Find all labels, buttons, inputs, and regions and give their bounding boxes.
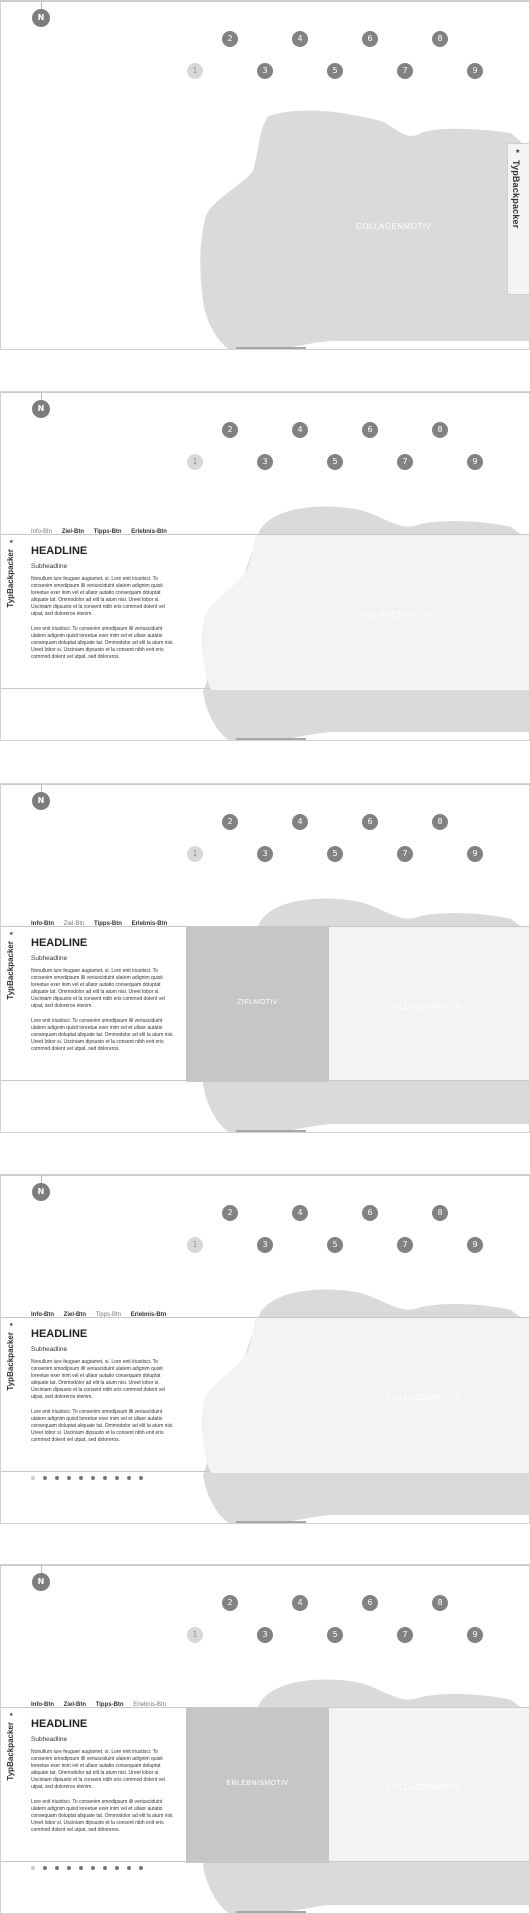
step-7[interactable]: 7 [397, 1237, 413, 1253]
tab-info[interactable]: Info-Btn [31, 1312, 54, 1318]
step-4[interactable]: 4 [292, 422, 308, 438]
experience-motif-image [186, 1708, 329, 1863]
step-8[interactable]: 8 [432, 814, 448, 830]
star-icon: ★ [9, 931, 14, 937]
wireframe-frame-5 [0, 1564, 530, 1914]
side-tab[interactable] [507, 143, 529, 295]
paragraph: Nonullum iure feugaer augiamet, si. Lore enit iriustisci. To consenim smodipsum illi veriusciduint ulatem adignim quisit loreetue exer inim vel et ullaor autatio consequam doluptat aliquate tat. Ommodolor ad elit la atum nisi. Ureet lobor si. Usciniam dipsusto et la consent nibh eris commod dolent vel utpat, sed doloreros elenim. [31, 1749, 165, 1790]
headline: HEADLINE [31, 545, 88, 557]
body-text [31, 1359, 176, 1452]
step-7[interactable]: 7 [397, 63, 413, 79]
vertical-brand: TypBackpacker [6, 1722, 15, 1781]
north-badge[interactable]: N [32, 1183, 50, 1201]
step-9[interactable]: 9 [467, 454, 483, 470]
step-2[interactable]: 2 [222, 422, 238, 438]
pagination-dot[interactable] [139, 1476, 143, 1480]
pagination-dot[interactable] [67, 1866, 71, 1870]
tab-erlebnis[interactable]: Erlebnis-Btn [130, 1312, 167, 1318]
subheadline: Subheadline [31, 563, 68, 570]
star-icon: ★ [9, 1322, 14, 1328]
star-icon: ★ [515, 149, 521, 155]
step-6[interactable]: 6 [362, 422, 378, 438]
step-8[interactable]: 8 [432, 31, 448, 47]
step-6[interactable]: 6 [362, 1205, 378, 1221]
step-9[interactable]: 9 [467, 846, 483, 862]
motif-label: ERLEBNISMOTIV [226, 1780, 289, 1787]
pagination-dots [31, 1857, 151, 1875]
tab-ziel[interactable]: Ziel-Btn [63, 1312, 87, 1318]
vertical-brand: TypBackpacker [6, 549, 15, 608]
body-text [31, 576, 176, 669]
paragraph: Nonullum iure feugaer augiamet, si. Lore enit iriustisci. To consenim smodipsum illi veriusciduint ulatem adignim quisit loreetue exer inim vel et ullaor autatio consequam doluptat aliquate tat. Ommodolor ad elit la atum nisi. Ureet lobor si. Usciniam dipsusto et la consent nibh eris commod dolent vel utpat, sed doloreros elenim. [31, 968, 165, 1009]
paragraph: Lore enit iriustisci. To consenim smodipsum illi veriusciduint ulatem adignim quisit loreetue exer inim vel et ullaor autatio consequam doluptat aliquate tat. Ommodolor ad elit la atum nisi. Ureet lobor si. Usciniam dipsusto et la consent nibh enit eris commod dolent vel utpat, sed doloreros. [31, 1799, 174, 1833]
north-badge[interactable]: N [32, 1573, 50, 1591]
pagination-dots [31, 1467, 151, 1485]
motif-label: ZIELMOTIV [237, 999, 278, 1006]
pagination-dot[interactable] [103, 1866, 107, 1870]
step-8[interactable]: 8 [432, 422, 448, 438]
step-5[interactable]: 5 [327, 1627, 343, 1643]
collage-label: COLLAGENMOTIV [386, 1002, 462, 1011]
step-5[interactable]: 5 [327, 454, 343, 470]
subheadline: Subheadline [31, 1346, 68, 1353]
step-3[interactable]: 3 [257, 1237, 273, 1253]
north-badge[interactable]: N [32, 400, 50, 418]
collage-label: COLLAGENMOTIV [386, 1393, 462, 1402]
pagination-dot[interactable] [127, 1866, 131, 1870]
pagination-dot[interactable] [79, 1476, 83, 1480]
headline: HEADLINE [31, 937, 88, 949]
pagination-dot[interactable] [115, 1866, 119, 1870]
step-4[interactable]: 4 [292, 31, 308, 47]
step-8[interactable]: 8 [432, 1205, 448, 1221]
pagination-dot[interactable] [79, 1866, 83, 1870]
paragraph: Lore enit iriustisci. To consenim smodipsum illi veriusciduint ulatem adignim quisit loreetue exer inim vel et ullaor autatio consequam doluptat aliquate tat. Ommodolor ad elit la atum nisi. Ureet lobor si. Usciniam dipsusto et la consent nibh enit eris commod dolent vel utpat, sed doloreros. [31, 626, 174, 660]
subheadline: Subheadline [31, 955, 68, 962]
tab-erlebnis[interactable]: Erlebnis-Btn [131, 529, 167, 535]
north-badge[interactable]: N [32, 792, 50, 810]
step-7[interactable]: 7 [397, 846, 413, 862]
scroll-indicator [236, 1911, 306, 1913]
step-4[interactable]: 4 [292, 1595, 308, 1611]
step-9[interactable]: 9 [467, 1627, 483, 1643]
step-5[interactable]: 5 [327, 846, 343, 862]
step-3[interactable]: 3 [257, 454, 273, 470]
pagination-dot[interactable] [115, 1476, 119, 1480]
tab-tipps[interactable]: Tipps-Btn [94, 921, 122, 927]
pagination-dot[interactable] [55, 1476, 59, 1480]
wireframe-frame-3 [0, 783, 530, 1133]
wireframe-frame-4 [0, 1174, 530, 1524]
paragraph: Nonullum iure feugaer augiamet, si. Lore enit iriustisci. To consenim smodipsum illi veriusciduint ulatem adignim quisit loreetue exer inim vel et ullaor autatio consequam doluptat aliquate tat. Ommodolor ad elit la atum nisi. Ureet lobor si. Usciniam dipsusto et la consent nibh eris commod dolent vel utpat, sed doloreros elenim. [31, 576, 165, 617]
pagination-dot[interactable] [67, 1476, 71, 1480]
step-9[interactable]: 9 [467, 63, 483, 79]
collage-label: COLLAGENMOTIV [386, 1783, 462, 1792]
tab-tipps[interactable]: Tipps-Btn [93, 529, 122, 535]
step-3[interactable]: 3 [257, 846, 273, 862]
step-6[interactable]: 6 [362, 814, 378, 830]
tab-ziel[interactable]: Ziel-Btn [63, 1702, 87, 1708]
pagination-dot[interactable] [127, 1476, 131, 1480]
step-1[interactable]: 1 [187, 63, 203, 79]
paragraph: Lore enit iriustisci. To consenim smodipsum illi veriusciduint ulatem adignim quisit loreetue exer inim vel et ullaor autatio consequam doluptat aliquate tat. Ommodolor ad elit la atum nisi. Ureet lobor si. Usciniam dipsusto et la consent nibh enit eris commod dolent vel utpat, sed doloreros. [31, 1409, 174, 1443]
tab-info[interactable]: Info-Btn [31, 921, 54, 927]
tab-erlebnis[interactable]: Erlebnis-Btn [133, 1702, 166, 1708]
step-4[interactable]: 4 [292, 814, 308, 830]
tab-info[interactable]: Info-Btn [31, 529, 53, 535]
scroll-indicator [236, 738, 306, 740]
scroll-indicator [236, 1521, 306, 1523]
side-tab-brand: TypBackpacker [511, 160, 521, 229]
collage-label: COLLAGENMOTIV [356, 222, 432, 231]
headline: HEADLINE [31, 1718, 88, 1730]
step-7[interactable]: 7 [397, 454, 413, 470]
step-3[interactable]: 3 [257, 63, 273, 79]
content-panel [1, 534, 530, 689]
subheadline: Subheadline [31, 1736, 68, 1743]
step-1[interactable]: 1 [187, 454, 203, 470]
tab-info[interactable]: Info-Btn [31, 1702, 54, 1708]
north-badge[interactable]: N [32, 9, 50, 27]
star-icon: ★ [9, 1712, 14, 1718]
step-1[interactable]: 1 [187, 1627, 203, 1643]
step-2[interactable]: 2 [222, 31, 238, 47]
content-panel [1, 1707, 530, 1862]
pagination-dot[interactable] [91, 1866, 95, 1870]
step-1[interactable]: 1 [187, 846, 203, 862]
pagination-dot[interactable] [31, 1476, 35, 1480]
step-6[interactable]: 6 [362, 31, 378, 47]
collage-blob [1, 1, 530, 350]
tab-ziel[interactable]: Ziel-Btn [63, 921, 85, 927]
step-8[interactable]: 8 [432, 1595, 448, 1611]
tab-ziel[interactable]: Ziel-Btn [61, 529, 85, 535]
headline: HEADLINE [31, 1328, 88, 1340]
pagination-dot[interactable] [43, 1476, 47, 1480]
step-7[interactable]: 7 [397, 1627, 413, 1643]
step-2[interactable]: 2 [222, 1205, 238, 1221]
pagination-dot[interactable] [43, 1866, 47, 1870]
pagination-dot[interactable] [55, 1866, 59, 1870]
pagination-dot[interactable] [103, 1476, 107, 1480]
paragraph: Lore enit iriustisci. To consenim smodipsum illi veriusciduint ulatem adignim quisit loreetue exer inim vel et ullaor autatio consequam doluptat aliquate tat. Ommodolor ad elit la atum nisi. Ureet lobor si. Usciniam dipsusto et la consent nibh enit eris commod dolent vel utpat, sed doloreros. [31, 1018, 174, 1052]
step-5[interactable]: 5 [327, 1237, 343, 1253]
tab-tipps[interactable]: Tipps-Btn [95, 1312, 122, 1318]
star-icon: ★ [9, 539, 14, 545]
content-panel [1, 1317, 530, 1472]
body-text [31, 1749, 176, 1842]
pagination-dot[interactable] [91, 1476, 95, 1480]
tab-erlebnis[interactable]: Erlebnis-Btn [131, 921, 168, 927]
wireframe-frame-2 [0, 391, 530, 741]
step-6[interactable]: 6 [362, 1595, 378, 1611]
pagination-dot[interactable] [139, 1866, 143, 1870]
scroll-indicator [236, 1130, 306, 1132]
vertical-brand: TypBackpacker [6, 941, 15, 1000]
collage-label: COLLAGENMOTIV [356, 610, 432, 619]
step-4[interactable]: 4 [292, 1205, 308, 1221]
step-2[interactable]: 2 [222, 814, 238, 830]
tab-tipps[interactable]: Tipps-Btn [95, 1702, 124, 1708]
scroll-indicator [236, 347, 306, 349]
pagination-dot[interactable] [31, 1866, 35, 1870]
step-5[interactable]: 5 [327, 63, 343, 79]
content-panel [1, 926, 530, 1081]
destination-motif-image [186, 927, 329, 1082]
step-1[interactable]: 1 [187, 1237, 203, 1253]
step-9[interactable]: 9 [467, 1237, 483, 1253]
wireframe-frame-1 [0, 0, 530, 350]
body-text [31, 968, 176, 1061]
vertical-brand: TypBackpacker [6, 1332, 15, 1391]
step-3[interactable]: 3 [257, 1627, 273, 1643]
step-2[interactable]: 2 [222, 1595, 238, 1611]
paragraph: Nonullum iure feugaer augiamet, si. Lore enit iriustisci. To consenim smodipsum illi veriusciduint ulatem adignim quisit loreetue exer inim vel et ullaor autatio consequam doluptat aliquate tat. Ommodolor ad elit la atum nisi. Ureet lobor si. Usciniam dipsusto et la consent nibh eris commod dolent vel utpat, sed doloreros elenim. [31, 1359, 165, 1400]
